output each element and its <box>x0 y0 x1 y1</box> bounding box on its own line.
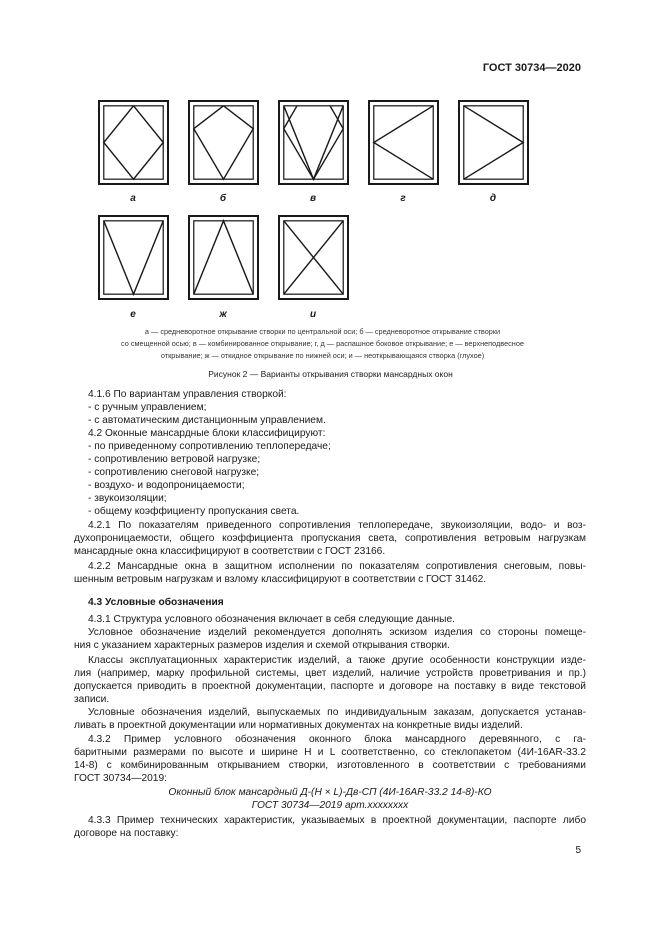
designation-example: ГОСТ 30734—2019 арт.xxxxxxxx <box>251 800 409 811</box>
diagram-label-g: г <box>400 193 406 204</box>
diamond-pivot-diagram <box>100 102 167 183</box>
text-line: допускается приводить в проектной документации, паспорте и договоре на поставку в виде текстовой <box>74 681 586 692</box>
opening-diagram-zh <box>188 215 259 300</box>
text-line: - сопротивлению ветровой нагрузке; <box>88 454 261 465</box>
text-line: - с ручным управлением; <box>88 402 207 413</box>
text-line: 14-8) с комбинированным открыванием створки, изготовленного в соответствии с требованиями <box>74 760 586 771</box>
fixed-sash-diagram <box>280 217 347 298</box>
side-hung-left-diagram <box>370 102 437 183</box>
diagram-label-zh: ж <box>219 309 227 320</box>
text-line: ГОСТ 30734—2019: <box>74 773 167 784</box>
opening-diagram-d <box>458 100 529 185</box>
text-line: шенным ветровым нагрузкам и взлому классифицируют в соответствии с ГОСТ 31462. <box>74 574 487 585</box>
text-line: 4.3.1 Структура условного обозначения включает в себя следующие данные. <box>88 614 455 625</box>
text-line: - с автоматическим дистанционным управлением. <box>88 415 326 426</box>
text-line: 4.2.1 По показателям приведенного сопротивления теплопередаче, звукоизоляции, водо- и воз- <box>88 520 586 531</box>
text-line: - звукоизоляции; <box>88 493 167 504</box>
top-hung-diagram <box>100 217 167 298</box>
opening-diagram-a <box>98 100 169 185</box>
text-line: ния с указанием характерных размеров изделия и схемой открывания створки. <box>74 640 450 651</box>
figure-title: Рисунок 2 — Варианты открывания створки мансардных окон <box>208 369 453 379</box>
text-line: 4.3.2 Пример условного обозначения оконного блока мансардного деревянного, с га- <box>88 734 586 745</box>
figure-legend-line-2: со смещенной осью; в — комбинированное открывание; г, д — распашное боковое открывание; е — верхнеподвесное <box>121 339 524 348</box>
diagram-label-d: д <box>489 193 497 204</box>
text-line: 4.2 Оконные мансардные блоки классифицируют: <box>88 428 326 439</box>
text-line: договоре на поставку: <box>74 828 179 839</box>
text-line: 4.3.3 Пример технических характеристик, указываемых в проектной документации, паспорте либо <box>88 815 586 826</box>
bottom-hung-diagram <box>190 217 257 298</box>
text-line: записи. <box>74 694 110 705</box>
diagram-label-e: е <box>130 309 136 320</box>
opening-diagram-i <box>278 215 349 300</box>
opening-diagram-v <box>278 100 349 185</box>
diagram-label-i: и <box>309 309 317 320</box>
opening-diagram-g <box>368 100 439 185</box>
figure-legend-line-1: а — средневоротное открывание створки по центральной оси; б — средневоротное открывание створки <box>144 327 501 336</box>
opening-diagram-e <box>98 215 169 300</box>
text-line: Классы эксплуатационных характеристик изделий, а также другие особенности конструкции изде- <box>88 655 586 666</box>
diagram-label-v: в <box>309 193 317 204</box>
side-hung-right-diagram <box>460 102 527 183</box>
text-line: лия (например, марку профильной системы, цвет изделий, наличие устройств проветривания и пр.) <box>74 668 586 679</box>
text-line: - воздухо- и водопроницаемости; <box>88 480 245 491</box>
text-line: ливать в проектной документации или нормативных документах на конкретные виды изделий. <box>74 720 523 731</box>
section-heading: 4.3 Условные обозначения <box>88 597 224 608</box>
page-number: 5 <box>575 845 581 856</box>
text-line: - сопротивлению снеговой нагрузке; <box>88 467 260 478</box>
text-line: 4.1.6 По вариантам управления створкой: <box>88 389 287 400</box>
text-line: - общему коэффициенту пропускания света. <box>88 506 300 517</box>
text-line: духопроницаемости, общего коэффициента пропускания света, сопротивления ветровым нагрузкам <box>74 533 586 544</box>
offset-pivot-diagram <box>190 102 257 183</box>
designation-example: Оконный блок мансардный Д-(H × L)-Дв-СП (4И-16AR-33.2 14-8)-КО <box>168 787 492 798</box>
text-line: 4.2.2 Мансардные окна в защитном исполнении по показателям сопротивления снеговым, повы- <box>88 561 586 572</box>
text-line: Условное обозначение изделий рекомендуется дополнять эскизом изделия со стороны помеще- <box>88 627 586 638</box>
text-line: Условные обозначения изделий, выпускаемых по индивидуальным заказам, допускается устанав- <box>88 707 586 718</box>
text-line: - по приведенному сопротивлению теплопередаче; <box>88 441 331 452</box>
text-line: мансардные окна классифицируют в соответствии с ГОСТ 23166. <box>74 546 386 557</box>
combined-opening-diagram <box>280 102 347 183</box>
diagram-label-b: б <box>219 193 227 204</box>
opening-diagram-b <box>188 100 259 185</box>
standard-header: ГОСТ 30734—2020 <box>482 62 581 74</box>
text-line: баритными размерами по высоте и ширине H и L соответственно, со стеклопакетом (4И-16AR-33.2 <box>74 747 586 758</box>
figure-legend-line-3: открывание; ж — откидное открывание по нижней оси; и — неоткрывающаяся створка (глухое) <box>160 351 485 360</box>
diagram-label-a: а <box>130 193 136 204</box>
